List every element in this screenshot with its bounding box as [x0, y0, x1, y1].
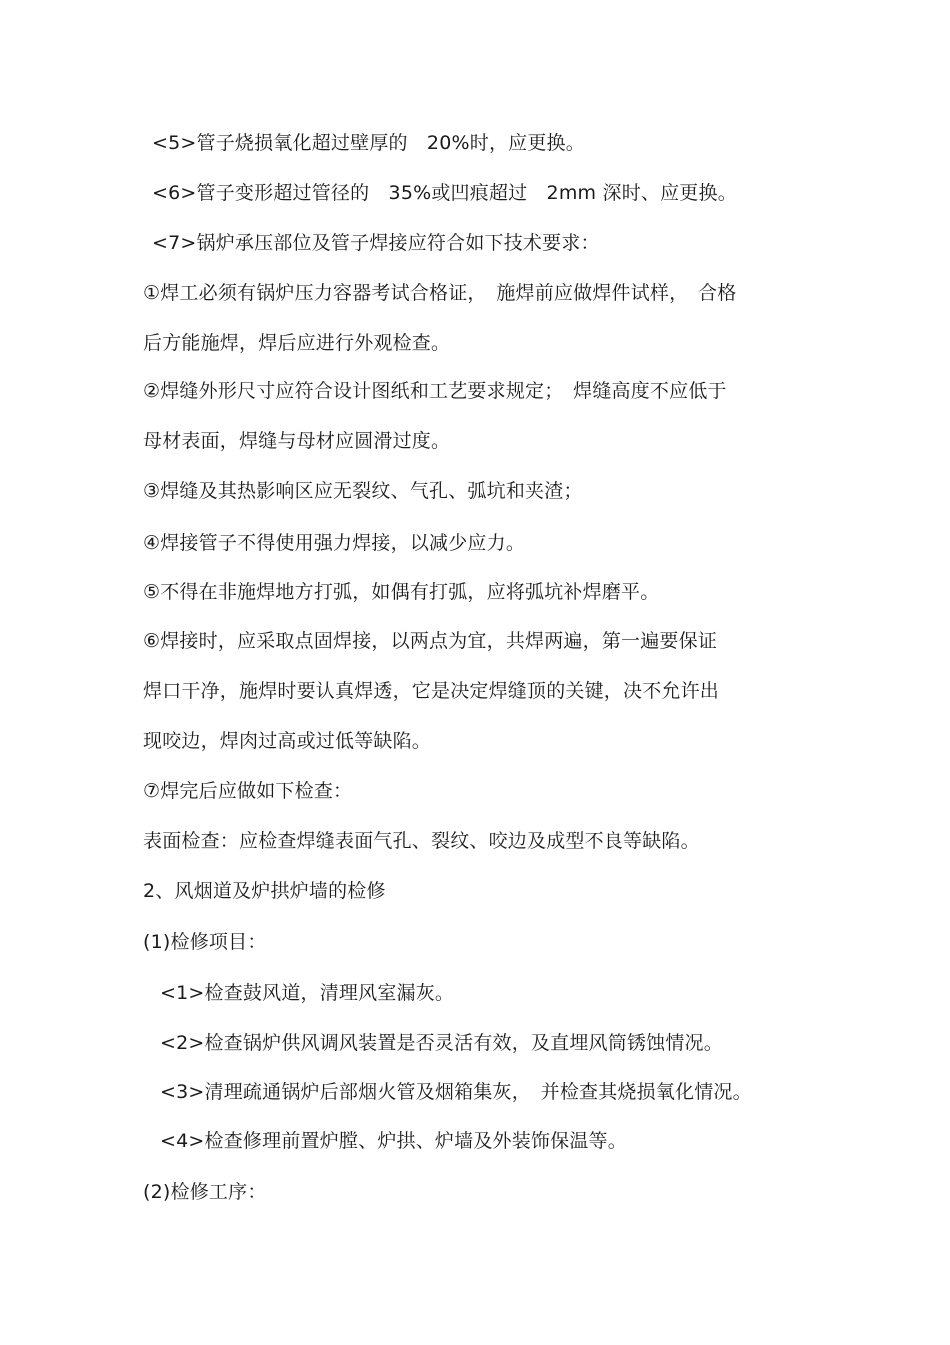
text-line: 现咬边，焊肉过高或过低等缺陷。: [143, 730, 432, 752]
text-line: <7>锅炉承压部位及管子焊接应符合如下技术要求：: [152, 232, 600, 254]
text-line: <5>管子烧损氧化超过壁厚的 20%时，应更换。: [152, 132, 585, 154]
text-line: <1>检查鼓风道，清理风室漏灰。: [160, 982, 455, 1004]
text-line: <3>清理疏通锅炉后部烟火管及烟箱集灰， 并检查其烧损氧化情况。: [160, 1081, 752, 1103]
text-line: 母材表面，焊缝与母材应圆滑过度。: [143, 430, 451, 452]
text-line: ④焊接管子不得使用强力焊接，以减少应力。: [143, 532, 526, 554]
text-line: ③焊缝及其热影响区应无裂纹、气孔、弧坑和夹渣；: [143, 480, 583, 502]
text-line: ②焊缝外形尺寸应符合设计图纸和工艺要求规定； 焊缝高度不应低于: [143, 380, 727, 402]
text-line: <6>管子变形超过管径的 35%或凹痕超过 2mm 深时、应更换。: [152, 182, 737, 204]
section-heading: 2、风烟道及炉拱炉墙的检修: [143, 880, 386, 902]
subsection-heading: (2)检修工序：: [143, 1181, 267, 1203]
subsection-heading: (1)检修项目：: [143, 931, 267, 953]
text-line: ①焊工必须有锅炉压力容器考试合格证， 施焊前应做焊件试样， 合格: [143, 282, 737, 304]
text-line: 表面检查：应检查焊缝表面气孔、裂纹、咬边及成型不良等缺陷。: [143, 830, 700, 852]
text-line: <2>检查锅炉供风调风装置是否灵活有效，及直埋风筒锈蚀情况。: [160, 1032, 723, 1054]
text-line: ⑦焊完后应做如下检查：: [143, 780, 353, 802]
text-line: 后方能施焊，焊后应进行外观检查。: [143, 332, 451, 354]
text-line: ⑤不得在非施焊地方打弧，如偶有打弧，应将弧坑补焊磨平。: [143, 581, 660, 603]
text-line: ⑥焊接时，应采取点固焊接，以两点为宜，共焊两遍，第一遍要保证: [143, 630, 718, 652]
text-line: 焊口干净，施焊时要认真焊透，它是决定焊缝顶的关键，决不允许出: [143, 680, 720, 702]
text-line: <4>检查修理前置炉膛、炉拱、炉墙及外装饰保温等。: [160, 1130, 627, 1152]
